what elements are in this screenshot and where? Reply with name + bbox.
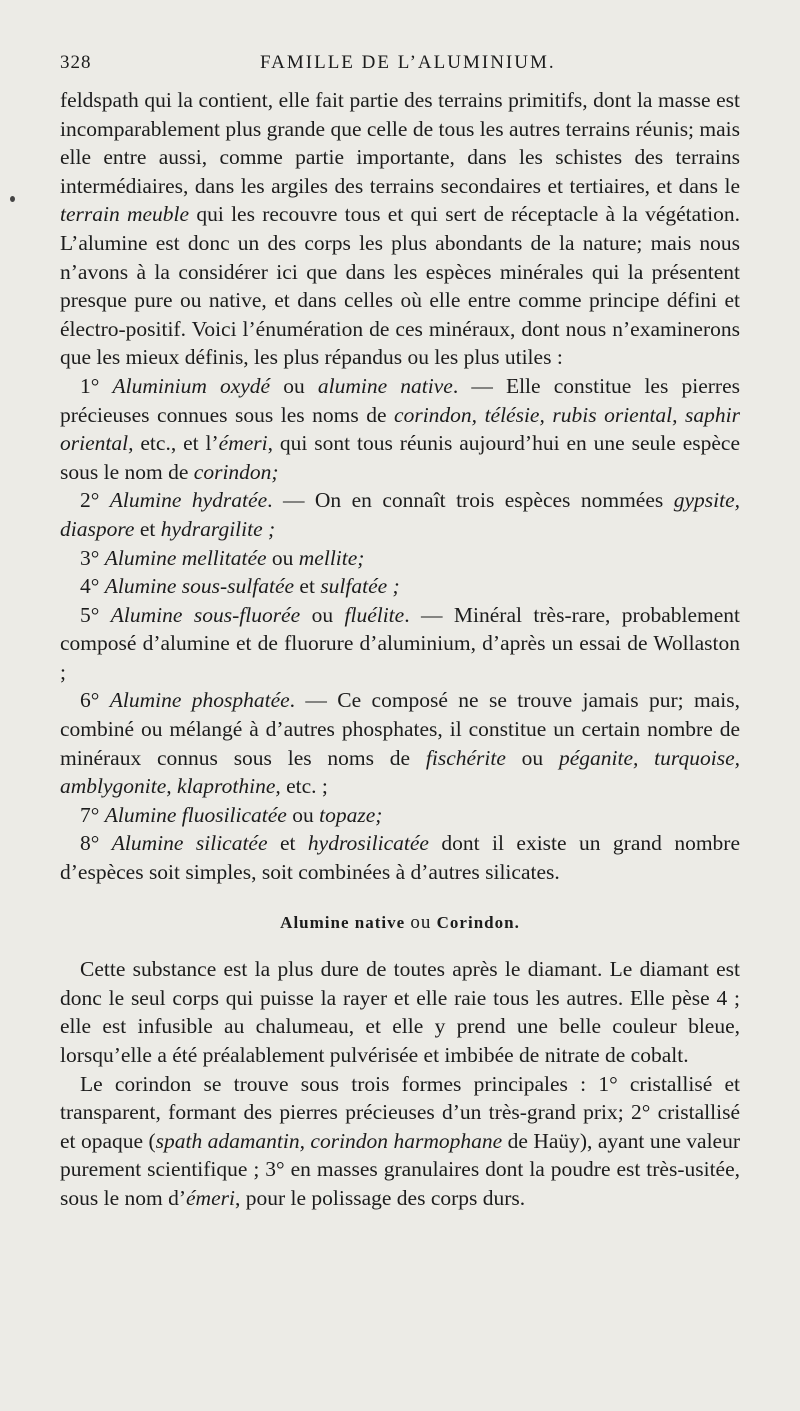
italic-text: hydrargilite ; [160,516,276,541]
page-number: 328 [60,52,92,73]
italic-text: alumine native [317,373,453,398]
text-run: Cette substance est la plus dure de toutes après le diamant. Le diamant est donc le seul corps qui puisse la rayer et elle raie tous les autres. Elle pèse 4 ; elle est infusible au chalumeau, et elle y prend une belle couleur bleue, lorsqu’elle a été préalablement pulvérisée et imbibée de nitrate de cobalt. [60,957,740,1067]
paragraph [60,486,740,543]
italic-text: hydrosilicatée [307,831,429,856]
text-run: feldspath qui la contient, elle fait partie des terrains primitifs, dont la masse est incomparablement plus grande que celle de tous les autres terrains réunis; mais elle entre aussi, comme partie importante, dans les schistes des terrains intermédiaires, dans les argiles des terrains secondaires et tertiaires, et dans le [60,88,741,198]
text-run: , pour le polissage des corps durs. [234,1185,526,1210]
italic-text: fluélite [344,602,405,627]
section-heading-part2: ou [410,911,432,933]
text-run: . — Ce composé ne se trouve jamais pur; mais, combiné ou mélangé à d’autres phosphates, il constitue un certain nombre de minéraux connus sous les noms de [60,688,740,770]
text-run: . — Minéral très-rare, probablement composé d’alumine et de fluorure d’aluminium, d’après un essai de Wollaston ; [60,602,741,684]
italic-text: péganite, turquoise, amblygonite, klaprothine, [60,745,740,799]
text-run: . — Elle constitue les pierres précieuses connues sous les noms de [60,373,740,427]
text-run: 5° [80,602,111,627]
text-run: dont il existe un grand nombre d’espèces soit simples, soit combinées à d’autres silicates. [60,831,740,885]
italic-text: sulfatée ; [320,574,400,599]
section-heading [60,909,740,938]
paragraphs-before-heading [60,86,740,887]
text-run: 2° [80,488,110,513]
italic-text: Alumine fluosilicatée [104,802,287,827]
italic-text: Alumine sous-sulfatée [104,574,295,599]
paragraph [60,572,740,601]
paragraphs-after-heading [60,955,740,1212]
text-run: etc., et l’ [133,431,219,456]
italic-text: Alumine sous-fluorée [110,602,301,627]
paragraph [60,955,740,1069]
paragraph [60,86,740,372]
text-run: ou [266,545,299,570]
text-run: et [267,831,308,856]
body-text [60,86,740,1213]
text-run: 6° [80,688,110,713]
text-run: etc. ; [280,774,328,799]
text-run: ou [300,602,345,627]
section-heading-part3: Corindon. [436,912,520,932]
italic-text: fischérite [425,745,506,770]
text-run: . — On en connaît trois espèces nommées [267,488,674,513]
paragraph [60,601,740,687]
text-run: 8° [80,831,112,856]
italic-text: Alumine silicatée [111,831,268,856]
ink-speck [10,196,15,202]
page-header [60,52,740,82]
text-run: 7° [80,802,105,827]
italic-text: émeri [186,1185,235,1210]
text-run: ou [505,745,559,770]
text-run: ou [286,802,320,827]
italic-text: corindon, télésie, rubis oriental, saphir oriental, [60,402,740,456]
italic-text: Alumine mellitatée [104,545,267,570]
italic-text: émeri [218,431,268,456]
text-run: Le corindon se trouve sous trois formes principales : 1° cristallisé et transparent, formant des pierres précieuses d’un très-grand prix; 2° cristallisé et opaque ( [60,1071,740,1153]
paragraph [60,544,740,573]
paragraph [60,801,740,830]
italic-text: corindon; [193,459,279,484]
paragraph [60,372,740,486]
paragraph [60,829,740,886]
paragraph [60,686,740,800]
italic-text: Alumine hydratée [109,488,268,513]
text-run: de Haüy), ayant une valeur purement scientifique ; 3° en masses granulaires dont la poudre est très-usitée, sous le nom d’ [60,1128,741,1210]
text-run: , qui sont tous réunis aujourd’hui en une seule espèce sous le nom de [60,431,740,484]
italic-text: Aluminium oxydé [112,373,271,398]
text-run: 1° [80,373,113,398]
text-run: 3° [80,545,105,570]
italic-text: mellite; [298,545,365,570]
text-run: et [294,574,321,599]
italic-text: gypsite, diaspore [60,488,740,541]
text-run: ou [270,373,318,398]
paragraph [60,1070,740,1213]
text-run: 4° [80,574,105,599]
running-title: FAMILLE DE L’ALUMINIUM. [260,52,556,73]
section-heading-part1: Alumine native [280,912,406,932]
italic-text: Alumine phosphatée [109,688,290,713]
text-run: qui les recouvre tous et qui sert de réceptacle à la végétation. L’alumine est donc un des corps les plus abondants de la nature; mais nous n’avons à la considérer ici que dans les espèces minérales qui la présentent presque pure ou native, et dans celles où elle entre comme principe défini et électro-positif. Voici l’énumération de ces minéraux, dont nous n’examinerons que les mieux définis, les plus répandus ou les plus utiles : [60,202,740,370]
italic-text: spath adamantin, corindon harmophane [155,1128,503,1153]
italic-text: terrain meuble [60,202,190,227]
text-run: et [134,516,161,541]
italic-text: topaze; [319,802,383,827]
